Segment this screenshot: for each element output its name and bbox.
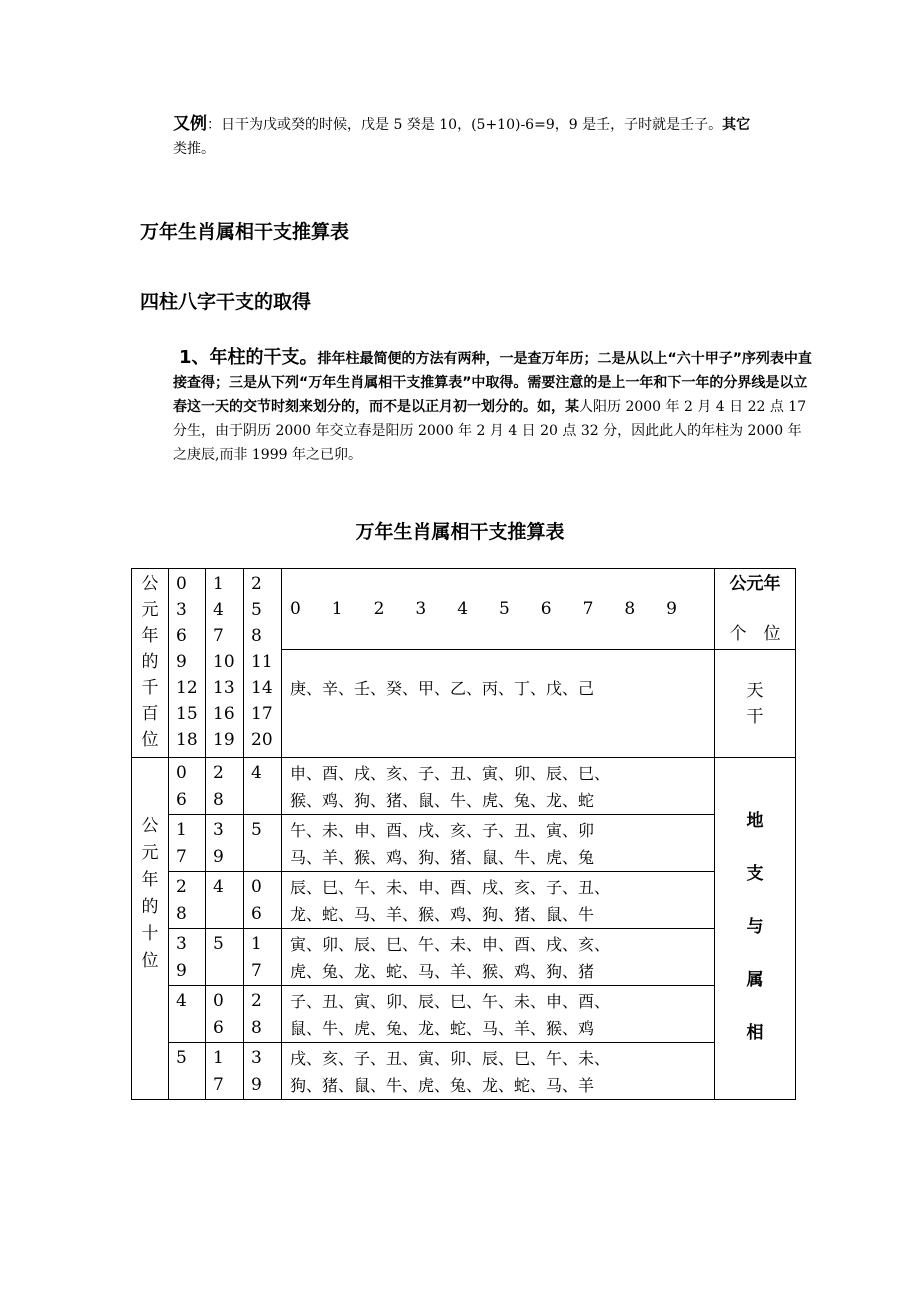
tens-digit: 9 [176,961,187,981]
heading-table-name: 万年生肖属相干支推算表 [140,221,350,243]
units-label-line2: 个 位 [729,624,781,644]
units-digit: 2 [373,599,385,619]
units-digit: 6 [540,599,552,619]
hundreds-value: 17 [251,704,273,724]
hundreds-value: 13 [213,678,235,698]
branches-label-char: 支 [746,864,764,884]
tens-digits-c [244,815,282,872]
hundreds-value: 16 [213,704,235,724]
branches-label-char: 与 [746,917,764,937]
hundreds-value: 11 [251,652,273,672]
units-digit: 7 [582,599,594,619]
stems-label-char: 天 [746,680,764,701]
tens-row [132,758,796,815]
label-char: 位 [141,951,159,971]
tens-digits-a [169,1043,206,1100]
branches-cell [282,758,715,815]
hundreds-col-2 [206,569,244,758]
tens-digit: 9 [213,847,224,867]
tens-digit: 7 [251,961,262,981]
tens-digit: 0 [176,763,187,783]
zodiac-line: 马、羊、猴、鸡、狗、猪、鼠、牛、虎、兔 [290,848,595,867]
label-char: 的 [141,897,159,917]
tens-digit: 3 [213,820,224,840]
label-char: 元 [141,600,159,620]
ganzhi-table [131,568,796,1100]
hundreds-value: 6 [176,626,187,646]
tens-digits-b [206,986,244,1043]
label-char: 公 [141,574,159,594]
tens-digits-a [169,758,206,815]
label-char: 公 [141,816,159,836]
tens-digit: 0 [251,877,262,897]
tens-digit: 8 [251,1018,262,1038]
year-pillar-text: 人阳历 2000 年 2 月 4 日 22 点 17 分生，由于阴历 2000 年交立春是阳历 2000 年 2 月 4 日 20 点 32 分，因此此人的年柱为 2000 年之庚辰,而非 1999 年之已卯。 [173,399,807,463]
tens-row [132,815,796,872]
hundreds-value: 9 [176,652,187,672]
units-digit: 3 [415,599,427,619]
tens-digit: 5 [176,1048,187,1068]
label-hundreds [132,569,169,758]
hundreds-value: 7 [213,626,224,646]
branches-line: 子、丑、寅、卯、辰、巳、午、未、申、酉、 [290,992,611,1011]
branches-cell [282,986,715,1043]
tens-digits-b [206,815,244,872]
zodiac-line: 龙、蛇、马、羊、猴、鸡、狗、猪、鼠、牛 [290,905,595,924]
tens-digits-c [244,929,282,986]
tens-digit: 5 [213,934,224,954]
stems-row: 庚、辛、壬、癸、甲、乙、丙、丁、戊、己 [282,650,715,758]
branches-line: 辰、巳、午、未、申、酉、戌、亥、子、丑、 [290,878,611,897]
tens-digits-b [206,758,244,815]
tens-digit: 7 [176,847,187,867]
heading-section: 四柱八字干支的取得 [140,291,312,313]
year-pillar-paragraph [173,346,813,467]
label-char: 元 [141,843,159,863]
year-pillar-bold: 排年柱最简便的方法有两种，一是查万年历；二是从以上“六十甲子”序列表中直接查得；三是从下列“万年生肖属相干支推算表”中取得。需要注意的是上一年和下一年的分界线是以立春这一天的交节时刻来划分的，而不是以正月初一划分的。如，某 [173,351,812,415]
tens-digit: 6 [251,904,262,924]
branches-cell [282,929,715,986]
intro-tail2: 类推。 [173,141,215,157]
stems-label-char: 干 [746,706,764,727]
intro-tail1: 其它 [722,117,751,133]
tens-digit: 1 [176,820,187,840]
table-title: 万年生肖属相干支推算表 [355,521,565,543]
tens-digit: 4 [251,763,262,783]
tens-digit: 3 [251,1048,262,1068]
label-char: 年 [141,870,159,890]
branches-line: 寅、卯、辰、巳、午、未、申、酉、戌、亥、 [290,935,611,954]
units-digits-header [282,569,715,650]
tens-digits-a [169,929,206,986]
hundreds-value: 1 [213,574,224,594]
branches-line: 戌、亥、子、丑、寅、卯、辰、巳、午、未、 [290,1049,611,1068]
tens-digit: 1 [213,1048,224,1068]
label-char: 年 [141,626,159,646]
tens-digits-b [206,929,244,986]
tens-digit: 8 [213,790,224,810]
hundreds-value: 4 [213,600,224,620]
units-digit: 0 [290,599,301,619]
tens-digits-b [206,872,244,929]
tens-digit: 6 [176,790,187,810]
tens-digit: 5 [251,820,262,840]
zodiac-line: 猴、鸡、狗、猪、鼠、牛、虎、兔、龙、蛇 [290,791,595,810]
hundreds-value: 2 [251,574,262,594]
branches-label-char: 相 [746,1023,764,1043]
units-digit: 9 [666,599,677,619]
hundreds-value: 0 [176,574,187,594]
units-digit: 1 [331,599,343,619]
units-label [715,569,796,650]
branches-line: 申、酉、戌、亥、子、丑、寅、卯、辰、巳、 [290,764,611,783]
tens-digits-a [169,872,206,929]
tens-digit: 7 [213,1075,224,1095]
tens-digits-c [244,1043,282,1100]
intro-lead: 又例 [173,114,207,134]
tens-digits-a [169,815,206,872]
label-tens [132,758,169,1100]
tens-digit: 8 [176,904,187,924]
tens-digits-a [169,986,206,1043]
units-digit: 5 [498,599,510,619]
branches-cell [282,872,715,929]
tens-row [132,929,796,986]
hundreds-value: 10 [213,652,235,672]
intro-text: ：日干为戊或癸的时候，戊是 5 癸是 10，(5+10)-6=9，9 是壬，子时就是壬子。 [207,117,723,133]
units-digit: 4 [457,599,469,619]
zodiac-line: 狗、猪、鼠、牛、虎、兔、龙、蛇、马、羊 [290,1076,595,1095]
tens-digit: 9 [251,1075,262,1095]
tens-digit: 4 [213,877,224,897]
branches-line: 午、未、申、酉、戌、亥、子、丑、寅、卯 [290,821,595,840]
label-char: 百 [141,704,159,724]
year-pillar-lead: 1、年柱的干支。 [179,347,318,368]
hundreds-value: 20 [251,730,273,750]
tens-digits-c [244,758,282,815]
label-char: 千 [141,678,159,698]
branches-label-char: 属 [746,970,764,990]
branches-cell [282,1043,715,1100]
units-label-line1: 公元年 [729,574,781,594]
tens-digit: 0 [213,991,224,1011]
tens-digit: 2 [176,877,187,897]
tens-digits-c [244,986,282,1043]
tens-digit: 3 [176,934,187,954]
tens-digits-b [206,1043,244,1100]
hundreds-value: 12 [176,678,198,698]
hundreds-col-3 [244,569,282,758]
tens-digit: 4 [176,991,187,1011]
zodiac-line: 鼠、牛、虎、兔、龙、蛇、马、羊、猴、鸡 [290,1019,595,1038]
stems-label [715,650,796,758]
tens-row [132,872,796,929]
label-char: 位 [141,730,159,750]
hundreds-value: 8 [251,626,262,646]
hundreds-value: 3 [176,600,187,620]
hundreds-col-1 [169,569,206,758]
tens-digit: 2 [251,991,262,1011]
tens-digits-c [244,872,282,929]
hundreds-value: 14 [251,678,273,698]
hundreds-value: 19 [213,730,235,750]
hundreds-value: 15 [176,704,198,724]
tens-row [132,1043,796,1100]
branches-label [715,758,796,1100]
tens-row [132,986,796,1043]
branches-label-char: 地 [746,811,764,831]
branches-cell [282,815,715,872]
hundreds-value: 5 [251,600,262,620]
tens-digit: 1 [251,934,262,954]
label-char: 十 [141,924,159,944]
tens-digit: 6 [213,1018,224,1038]
tens-digit: 2 [213,763,224,783]
intro-paragraph [173,112,813,161]
zodiac-line: 虎、兔、龙、蛇、马、羊、猴、鸡、狗、猪 [290,962,595,981]
units-digit: 8 [624,599,636,619]
hundreds-value: 18 [176,730,198,750]
label-char: 的 [141,652,159,672]
